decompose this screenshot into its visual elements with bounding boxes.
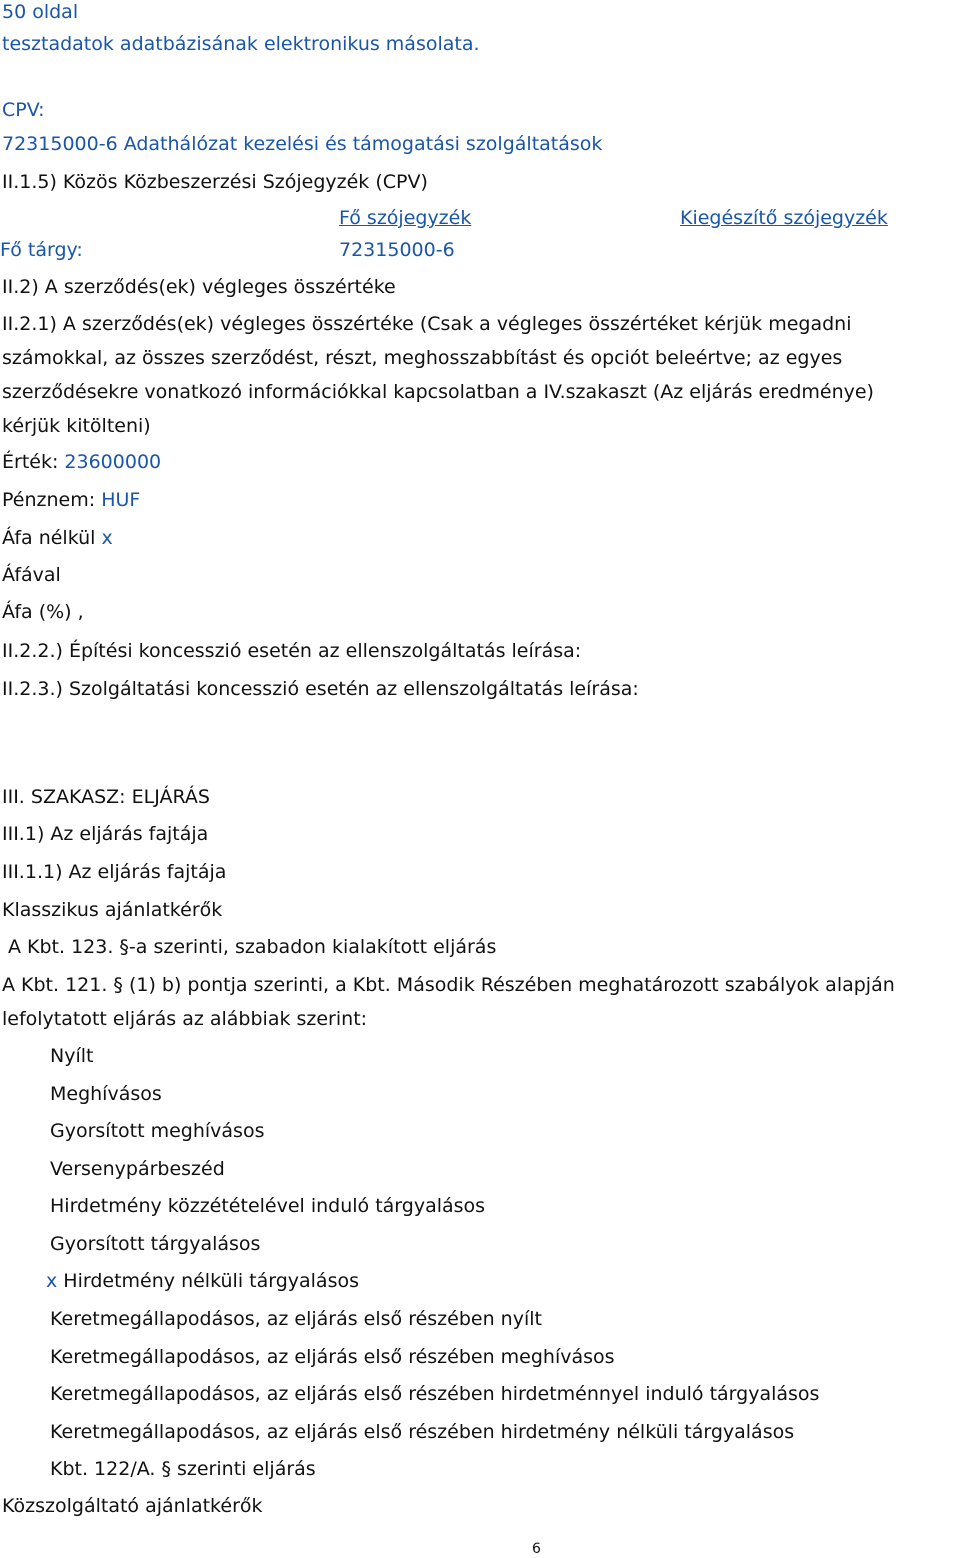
classic-contracting-authorities: Klasszikus ajánlatkérők: [2, 899, 223, 921]
list-item-label: Hirdetmény nélküli tárgyalásos: [63, 1270, 359, 1292]
value-amount: 23600000: [64, 451, 162, 473]
list-item-label: Gyorsított meghívásos: [50, 1120, 265, 1142]
value-description-line-4: kérjük kitölteni): [2, 415, 151, 437]
list-item-label: Nyílt: [50, 1045, 94, 1067]
selection-mark: x: [46, 1270, 58, 1292]
list-item: [50, 1119, 264, 1143]
kbt-121-line-2: lefolytatott eljárás az alábbiak szerint:: [2, 1008, 368, 1030]
vat-excluded-mark: x: [101, 527, 113, 549]
list-item: [50, 1232, 260, 1256]
currency-label: Pénznem:: [2, 489, 96, 511]
list-item-label: Versenypárbeszéd: [50, 1158, 225, 1180]
main-vocabulary-header: Fő szójegyzék: [339, 207, 472, 229]
value-label: Érték:: [2, 451, 59, 473]
contract-value-heading: II.2) A szerződés(ek) végleges összértéke: [2, 276, 396, 298]
list-item: [50, 1457, 316, 1481]
procedure-section-heading: III. SZAKASZ: ELJÁRÁS: [2, 786, 210, 808]
list-item-label: Keretmegállapodásos, az eljárás első részében nyílt: [50, 1308, 542, 1330]
kbt-121-line-1: A Kbt. 121. § (1) b) pontja szerinti, a Kbt. Második Részében meghatározott szabályok alapján: [2, 974, 895, 996]
list-item: [50, 1044, 93, 1068]
works-concession-heading: II.2.2.) Építési koncesszió esetén az ellenszolgáltatás leírása:: [2, 640, 582, 662]
value-description-line-1: II.2.1) A szerződés(ek) végleges összértéke (Csak a végleges összértéket kérjük megadni: [2, 313, 852, 335]
value-row: [2, 450, 161, 474]
value-description-line-3: szerződésekre vonatkozó információkkal kapcsolatban a IV.szakaszt (Az eljárás eredménye): [2, 381, 874, 403]
list-item: [50, 1307, 542, 1331]
procedure-type-heading: III.1) Az eljárás fajtája: [2, 823, 209, 845]
procedure-type-subheading: III.1.1) Az eljárás fajtája: [2, 861, 227, 883]
utility-contracting-entities: Közszolgáltató ajánlatkérők: [2, 1495, 263, 1517]
list-item: [50, 1082, 162, 1106]
list-item: [50, 1345, 615, 1369]
list-item: [46, 1269, 359, 1293]
value-description-line-2: számokkal, az összes szerződést, részt, meghosszabbítást és opciót beleértve; az egyes: [2, 347, 843, 369]
page-number-header: 50 oldal: [2, 1, 79, 23]
list-item-label: Keretmegállapodásos, az eljárás első részében hirdetmény nélküli tárgyalásos: [50, 1421, 795, 1443]
vat-included-label: Áfával: [2, 564, 61, 586]
list-item-label: Meghívásos: [50, 1083, 162, 1105]
list-item: [50, 1157, 225, 1181]
cpv-code-line: 72315000-6 Adathálózat kezelési és támogatási szolgáltatások: [2, 133, 603, 155]
list-item-label: Hirdetmény közzétételével induló tárgyalásos: [50, 1195, 486, 1217]
list-item-label: Gyorsított tárgyalásos: [50, 1233, 261, 1255]
services-concession-heading: II.2.3.) Szolgáltatási koncesszió esetén az ellenszolgáltatás leírása:: [2, 678, 639, 700]
list-item-label: Keretmegállapodásos, az eljárás első részében hirdetménnyel induló tárgyalásos: [50, 1383, 820, 1405]
list-item: [50, 1194, 485, 1218]
list-item: [50, 1382, 819, 1406]
main-subject-code: 72315000-6: [339, 239, 455, 261]
supplementary-vocabulary-header: Kiegészítő szójegyzék: [680, 207, 888, 229]
main-subject-label: Fő tárgy:: [0, 239, 83, 261]
list-item-label: Keretmegállapodásos, az eljárás első részében meghívásos: [50, 1346, 615, 1368]
cpv-section-heading: II.1.5) Közös Közbeszerzési Szójegyzék (CPV): [2, 171, 428, 193]
vat-percent-label: Áfa (%) ,: [2, 601, 84, 623]
kbt-123-procedure: A Kbt. 123. §-a szerinti, szabadon kialakított eljárás: [8, 936, 497, 958]
currency-value: HUF: [101, 489, 141, 511]
currency-row: [2, 488, 140, 512]
list-item: [50, 1420, 794, 1444]
vat-excluded-label: Áfa nélkül: [2, 527, 96, 549]
page-number-footer: 6: [532, 1541, 541, 1557]
copy-notice: tesztadatok adatbázisának elektronikus másolata.: [2, 33, 480, 55]
list-item-label: Kbt. 122/A. § szerinti eljárás: [50, 1458, 316, 1480]
vat-excluded-row: [2, 526, 113, 550]
cpv-label: CPV:: [2, 99, 45, 121]
